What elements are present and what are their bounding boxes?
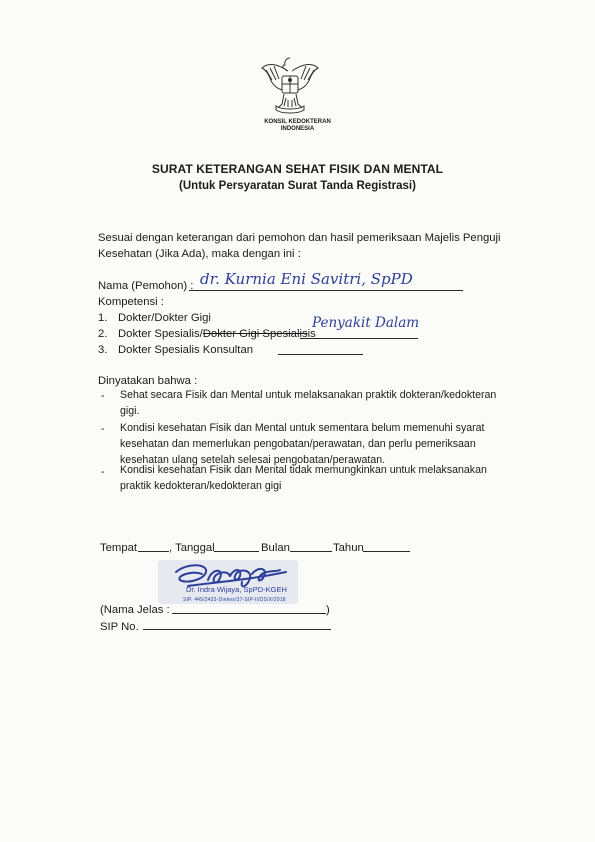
bullet-1-line2: gigi. [120,405,140,417]
org-name-line1: KONSIL KEDOKTERAN [264,119,331,125]
bullet-2-line2: kesehatan dan memerlukan pengobatan/perawatan, dan perlu pemeriksaan [120,438,476,450]
competence-label: Kompetensi : [98,296,164,308]
name-line[interactable] [172,613,326,614]
org-name-line2: INDONESIA [280,126,315,132]
stamp-doctor-name: Dr. Indra Wijaya, SpPD-KGEH [186,585,287,594]
year-line[interactable] [363,551,410,552]
competence-item-2-text [118,326,316,342]
signature-icon [168,560,298,598]
applicant-label: Nama (Pemohon) : [98,280,194,292]
competence-item-1-number: 1. [98,312,108,324]
specialty-line[interactable] [300,338,418,339]
bullet-1-dash: - [101,390,105,402]
competence-item-3-text: Dokter Spesialis Konsultan [118,344,254,356]
competence-item-3-number: 3. [98,344,108,356]
statement-label: Dinyatakan bahwa : [98,375,198,387]
month-label: Bulan [261,542,290,554]
applicant-name-line[interactable] [189,290,463,291]
bullet-3-line1: Kondisi kesehatan Fisik dan Mental tidak memungkinkan untuk melaksanakan [120,464,487,476]
competence-item-2-number: 2. [98,328,108,340]
bullet-2-line1: Kondisi kesehatan Fisik dan Mental untuk sementara belum memenuhi syarat [120,422,485,434]
bullet-3-dash: - [101,466,105,478]
sip-label: SIP No. [100,621,139,633]
garuda-emblem-icon [258,54,322,116]
competence-item-2-text-a: Dokter Spesialis/ [118,328,203,340]
consultant-line[interactable] [278,354,363,355]
date-line[interactable] [214,551,259,552]
name-label: (Nama Jelas : [100,604,170,616]
applicant-handwritten-name: dr. Kurnia Eni Savitri, SpPD [200,270,413,288]
bullet-3-line2: praktik kedokteran/kedokteran gigi [120,480,282,492]
competence-item-2-struck: Dokter Gigi Spesialis [202,328,308,340]
intro-text-line1: Sesuai dengan keterangan dari pemohon dan hasil pemeriksaan Majelis Penguji [98,232,501,244]
bullet-2-line3: kesehatan ulang setelah selesai pengobatan/perawatan. [120,454,386,466]
bullet-2-dash: - [101,423,105,435]
sip-line[interactable] [143,629,331,630]
place-line[interactable] [138,551,169,552]
competence-item-2-text-b: is [307,328,316,340]
name-close-paren: ) [326,604,330,616]
stamp-sip-number: SIP. 445/2433-Dinkes/37-SIP-II/DS/X/2018 [183,597,286,603]
intro-text-line2: Kesehatan (Jika Ada), maka dengan ini : [98,248,301,260]
date-label: , Tanggal [169,542,215,554]
month-line[interactable] [290,551,332,552]
competence-item-1-text: Dokter/Dokter Gigi [118,312,211,324]
bullet-1-line1: Sehat secara Fisik dan Mental untuk melaksanakan praktik dokteran/kedokteran [120,389,497,401]
year-label: Tahun [333,542,364,554]
document-subtitle: (Untuk Persyaratan Surat Tanda Registrasi) [179,180,416,192]
specialty-handwritten: Penyakit Dalam [312,315,420,331]
place-label: Tempat [100,542,138,554]
document-title: SURAT KETERANGAN SEHAT FISIK DAN MENTAL [151,162,444,176]
